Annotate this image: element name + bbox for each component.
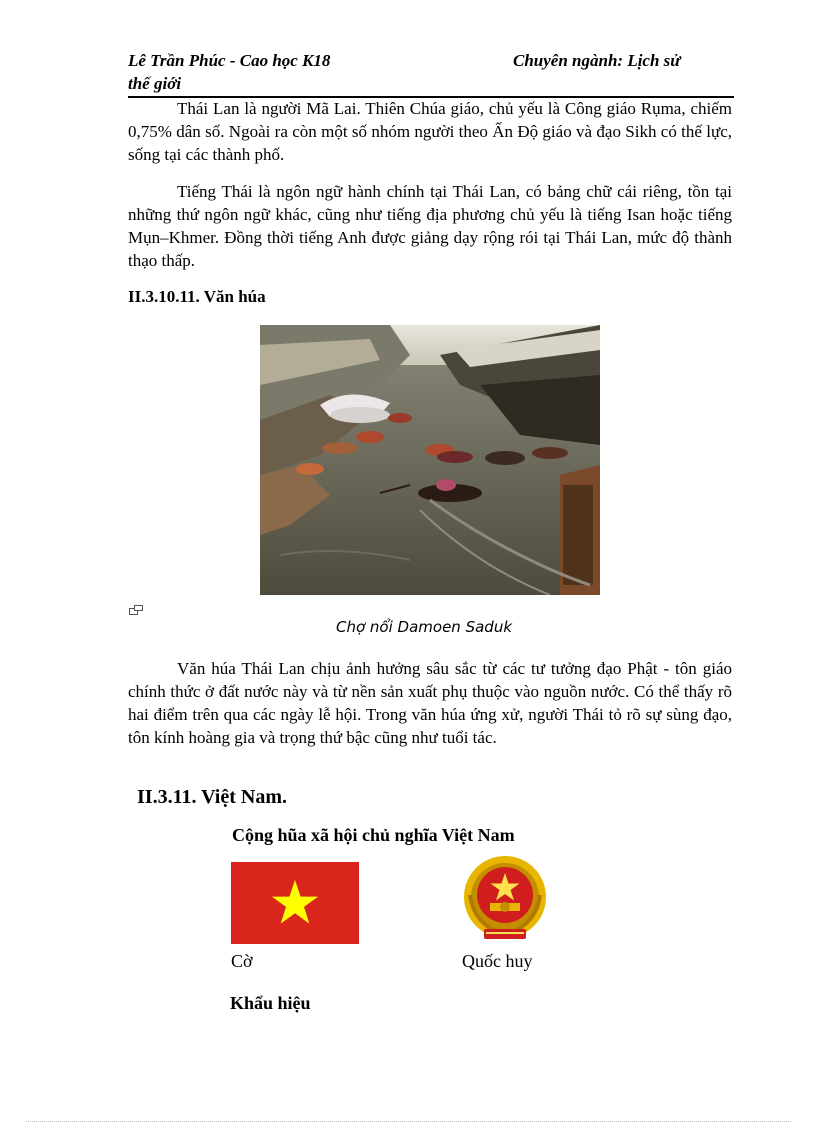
vietnam-flag-image <box>231 862 359 944</box>
header-major-continued: thế giới <box>128 74 182 93</box>
header-major: Chuyên ngành: Lịch sử <box>513 51 681 70</box>
image-anchor-icon <box>129 605 143 615</box>
emblem-label: Quốc huy <box>462 951 533 971</box>
header-author: Lê Trần Phúc - Cao học K18 <box>128 51 331 70</box>
page-bottom-border <box>26 1121 791 1122</box>
paragraph-religion: Thái Lan là người Mã Lai. Thiên Chúa giáo, chủ yếu là Công giáo Rụma, chiếm 0,75% dân số. Ngoài ra còn một số nhóm người theo Ấn Độ giáo và đạo Sikh có thế lực, sống tại các thành phố. <box>128 99 732 164</box>
floating-market-photo <box>260 325 600 595</box>
photo-caption: Chợ nổi Damoen Saduk <box>336 618 513 636</box>
paragraph-culture: Văn húa Thái Lan chịu ảnh hưởng sâu sắc từ các tư tưởng đạo Phật - tôn giáo chính thức ở đất nước này và từ nền sản xuất phụ thuộc vào nguồn nước. Có thể thấy rõ hai điểm trên qua các ngày lễ hội. Trong văn húa ứng xử, người Thái tỏ rõ sự sùng đạo, tôn kính hoàng gia và trọng thứ bậc cũng như tuổi tác. <box>128 659 732 747</box>
section-heading: II.3.11. Việt Nam. <box>137 786 287 808</box>
vietnam-emblem-image <box>462 855 548 945</box>
paragraph-language: Tiếng Thái là ngôn ngữ hành chính tại Thái Lan, có bảng chữ cái riêng, tồn tại những thứ ngôn ngữ khác, cũng như tiếng địa phương chủ yếu là tiếng Isan hoặc tiếng Mụn–Khmer. Đồng thời tiếng Anh được giảng dạy rộng rói tại Thái Lan, mức độ thành thạo thấp. <box>128 182 732 270</box>
country-name: Cộng hũa xã hội chủ nghĩa Việt Nam <box>232 825 515 845</box>
flag-label: Cờ <box>231 951 253 971</box>
motto-label: Khẩu hiệu <box>230 993 311 1013</box>
subsection-heading: II.3.10.11. Văn húa <box>128 287 266 306</box>
